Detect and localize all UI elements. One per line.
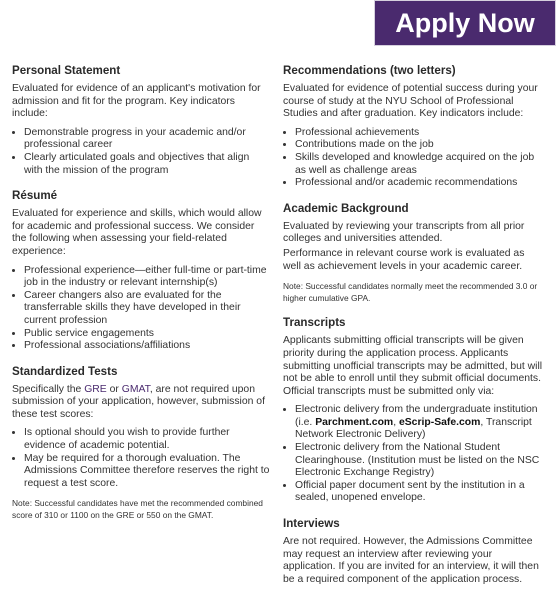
transcripts-list [283,404,545,505]
list-item: • Official paper document sent by the institution in a sealed, unopened envelope. [295,480,545,505]
personal-statement-list [12,127,270,177]
standardized-tests-list [12,427,270,490]
list-item: • Public service engagements [24,328,270,341]
list-item: • Electronic delivery from the National Student Clearinghouse. (Institution must be listed on the NSC Electronic Exchange Registry) [295,442,545,480]
list-item: • Professional associations/affiliations [24,340,270,353]
list-item: • Clearly articulated goals and objectives that align with the mission of the program [24,152,270,177]
standardized-tests-body [12,384,270,422]
tests-note: Note: Successful candidates have met the recommended combined score of 310 or 1100 on the GRE or 550 on the GMAT. [12,498,263,521]
academic-background-section [283,202,545,305]
list-item: • May be required for a thorough evaluation. The Admissions Committee therefore reserves the right to request a test score. [24,453,270,491]
list-item: • Career changers also are evaluated for the transferrable skills they have developed in their current profession [24,290,270,328]
apply-now-button[interactable]: Apply Now [374,0,556,46]
resume-list [12,265,270,353]
interviews-body: Are not required. However, the Admissions Committee may request an interview after reviewing your application. If you are invited for an interview, it will then be a required component of the application process. [283,536,539,585]
gmat-link[interactable]: GMAT [121,383,150,395]
list-item: • Skills developed and knowledge acquired on the job as well as challenge areas [295,152,545,177]
academic-note: Note: Successful candidates normally meet the recommended 3.0 or higher cumulative GPA. [283,281,538,303]
recommendations-heading: Recommendations (two letters) [283,64,456,77]
personal-statement-body: Evaluated for evidence of an applicant's motivation for admission and fit for the program. Key indicators include: [12,83,261,120]
academic-body-2: Performance in relevant course work is evaluated as well as achievement levels in your academic career. [283,247,525,272]
transcripts-body: Applicants submitting official transcripts will be given priority during the application process. Applicants submitting unofficial transcripts may be admitted, but will not be able to enroll until they submit official documents. Official transcripts must be submitted only via: [283,335,543,397]
tests-body-suffix: , are not required upon submission of your application, however, submission of these test scores: [12,383,265,420]
tests-or-text: or [106,383,122,395]
escrip-safe-link[interactable]: eScrip-Safe.com [398,416,481,428]
academic-body-1: Evaluated by reviewing your transcripts from all prior colleges and universities attended. [283,220,525,245]
gre-link[interactable]: GRE [84,383,107,395]
transcripts-b1-suffix: , Transcript Network Electronic Delivery) [295,416,532,441]
resume-section [12,189,270,353]
list-item: • Professional achievements [295,127,545,140]
recommendations-section [283,64,545,190]
parchment-link[interactable]: Parchment.com [315,416,394,428]
interviews-section [283,517,545,586]
academic-background-heading: Academic Background [283,201,409,215]
list-item: • Contributions made on the job [295,139,545,152]
transcripts-b1-prefix: Electronic delivery from the undergraduate institution (i.e. [295,404,538,428]
standardized-tests-section [12,365,270,522]
transcripts-section [283,316,545,505]
personal-statement-heading: Personal Statement [12,64,121,77]
personal-statement-section [12,64,270,177]
transcripts-b1-sep: , [393,416,399,428]
interviews-heading: Interviews [283,517,340,531]
transcripts-heading: Transcripts [283,316,346,330]
list-item: • Demonstrable progress in your academic and/or professional career [24,127,270,152]
list-item: • Is optional should you wish to provide further evidence of academic potential. [24,427,270,452]
list-item: • Professional experience—either full-time or part-time job in the industry or relevant internship(s) [24,265,270,290]
list-item [295,404,545,442]
resume-heading: Résumé [12,189,58,203]
right-column [283,64,545,598]
tests-body-prefix: Specifically the [12,383,85,395]
recommendations-body: Evaluated for evidence of potential success during your course of study at the NYU School of Professional Studies and after graduation. Key indicators include: [283,83,538,120]
list-item: • Professional and/or academic recommendations [295,177,545,190]
resume-body: Evaluated for experience and skills, which would allow for academic and professional success. We consider the following when assessing your field-related experience: [12,208,262,257]
recommendations-list [283,127,545,190]
standardized-tests-heading: Standardized Tests [12,364,118,378]
left-column [12,64,270,534]
